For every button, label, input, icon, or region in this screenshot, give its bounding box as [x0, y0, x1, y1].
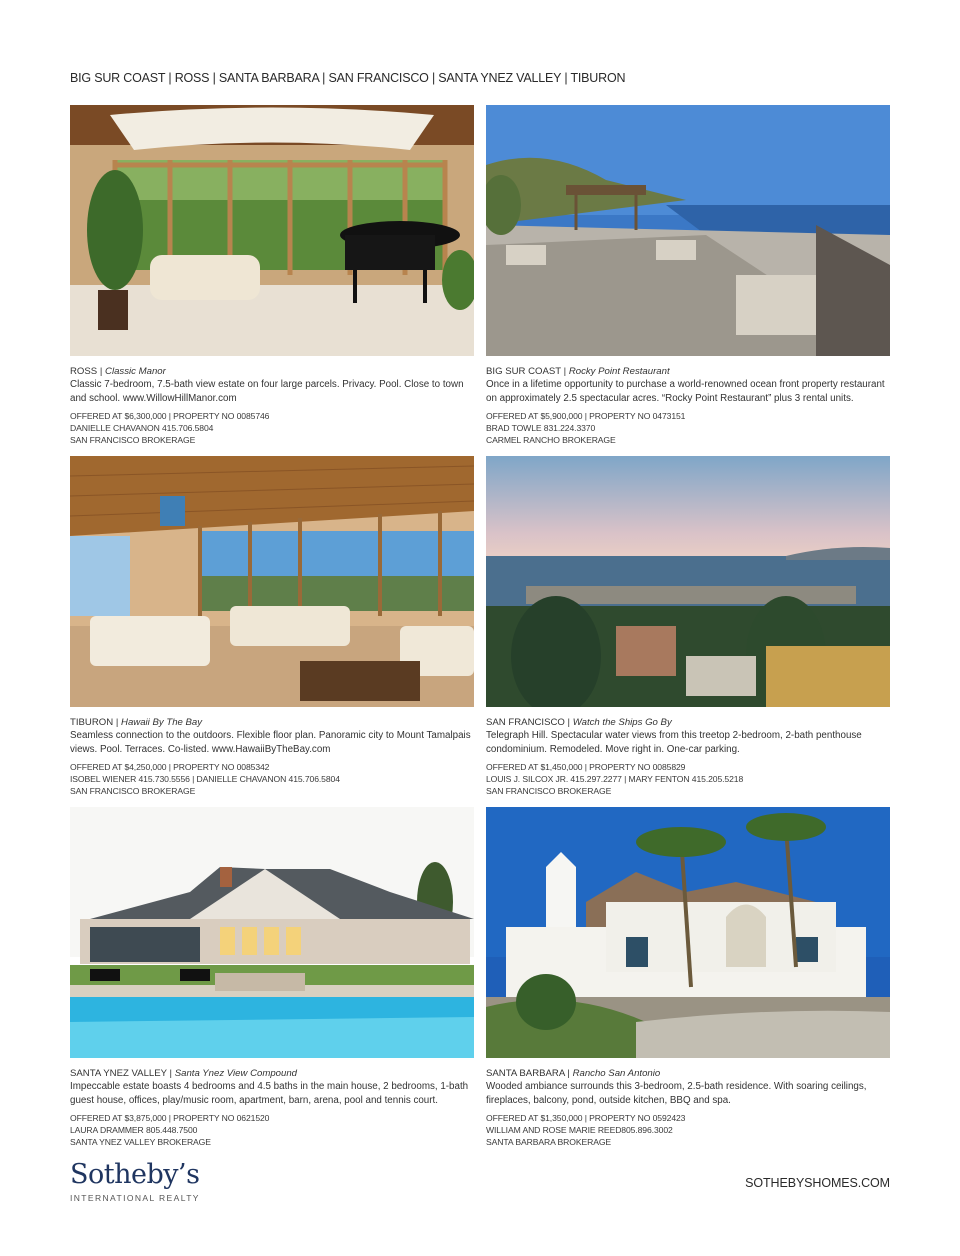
listing-card[interactable]	[486, 456, 890, 797]
listing-brokerage: SAN FRANCISCO BROKERAGE	[70, 786, 196, 796]
listing-agent: ISOBEL WIENER 415.730.5556 | DANIELLE CHAVANON 415.706.5804	[70, 774, 340, 784]
listing-description: Seamless connection to the outdoors. Flexible floor plan. Panoramic city to Mount Tamalpais views. Pool. Terraces. Co-listed. www.HawaiiByTheBay.com	[70, 730, 471, 755]
listing-location: SAN FRANCISCO |	[486, 717, 571, 728]
listing-name: Hawaii By The Bay	[121, 717, 203, 728]
listing-photo[interactable]	[486, 105, 890, 356]
listing-card[interactable]	[486, 807, 890, 1148]
bay-piers-view-icon	[486, 456, 890, 707]
listing-photo[interactable]	[70, 456, 474, 707]
listing-photo[interactable]	[70, 807, 474, 1058]
listing-location: BIG SUR COAST |	[486, 366, 567, 377]
listing-agent: LAURA DRAMMER 805.448.7500	[70, 1125, 198, 1135]
logo-wordmark: Sotheby’s	[70, 1159, 200, 1190]
listing-location: TIBURON |	[70, 717, 119, 728]
interior-piano-room-icon	[70, 105, 474, 356]
listing-agent: DANIELLE CHAVANON 415.706.5804	[70, 423, 214, 433]
listing-description: Classic 7-bedroom, 7.5-bath view estate on four large parcels. Privacy. Pool. Close to town and school. www.WillowHillManor.com	[70, 379, 464, 404]
listing-location: SANTA YNEZ VALLEY |	[70, 1068, 173, 1079]
listing-agent: WILLIAM AND ROSE MARIE REED805.896.3002	[486, 1125, 673, 1135]
listing-card[interactable]	[70, 807, 474, 1148]
listing-brokerage: CARMEL RANCHO BROKERAGE	[486, 435, 616, 445]
house-with-pool-icon	[70, 807, 474, 1058]
listing-name: Rocky Point Restaurant	[568, 366, 670, 377]
listing-name: Watch the Ships Go By	[572, 717, 672, 728]
listing-brokerage: SAN FRANCISCO BROKERAGE	[486, 786, 612, 796]
listing-offer: OFFERED AT $1,450,000 | PROPERTY NO 0085829	[486, 762, 686, 772]
listing-name: Classic Manor	[105, 366, 166, 377]
listing-card[interactable]	[70, 105, 474, 446]
listing-brokerage: SANTA YNEZ VALLEY BROKERAGE	[70, 1137, 211, 1147]
listing-description: Impeccable estate boasts 4 bedrooms and 4.5 baths in the main house, 2 bedrooms, 1-bath guest house, offices, play/music room, apartment, barn, arena, pool and tennis court.	[70, 1081, 469, 1106]
listing-photo[interactable]	[486, 807, 890, 1058]
listing-name: Rancho San Antonio	[572, 1068, 661, 1079]
listing-brokerage: SANTA BARBARA BROKERAGE	[486, 1137, 612, 1147]
listing-offer: OFFERED AT $1,350,000 | PROPERTY NO 0592423	[486, 1113, 686, 1123]
living-room-bay-view-icon	[70, 456, 474, 707]
spanish-villa-palms-icon	[486, 807, 890, 1058]
listing-offer: OFFERED AT $6,300,000 | PROPERTY NO 0085746	[70, 411, 270, 421]
listing-name: Santa Ynez View Compound	[174, 1068, 298, 1079]
listing-description: Wooded ambiance surrounds this 3-bedroom, 2.5-bath residence. With soaring ceilings, fireplaces, balcony, pond, outside kitchen, BBQ and spa.	[486, 1081, 867, 1106]
listing-location: SANTA BARBARA |	[486, 1068, 570, 1079]
listing-agent: LOUIS J. SILCOX JR. 415.297.2277 | MARY FENTON 415.205.5218	[486, 774, 744, 784]
listing-location: ROSS |	[70, 366, 103, 377]
website-link[interactable]: SOTHEBYSHOMES.COM	[745, 1176, 890, 1190]
sothebys-logo[interactable]	[70, 1160, 200, 1203]
listing-offer: OFFERED AT $5,900,000 | PROPERTY NO 0473151	[486, 411, 686, 421]
listing-card[interactable]	[70, 456, 474, 797]
listing-photo[interactable]	[70, 105, 474, 356]
listing-brokerage: SAN FRANCISCO BROKERAGE	[70, 435, 196, 445]
listing-description: Once in a lifetime opportunity to purchase a world-renowned ocean front property restaurant on approximately 2.5 spectacular acres. “Rocky Point Restaurant” plus 3 rental units.	[486, 379, 885, 404]
listing-description: Telegraph Hill. Spectacular water views from this treetop 2-bedroom, 2-bath penthouse condominium. Remodeled. Move right in. One-car parking.	[486, 730, 862, 755]
logo-subtitle: INTERNATIONAL REALTY	[70, 1193, 200, 1203]
listing-card[interactable]	[486, 105, 890, 446]
listing-offer: OFFERED AT $3,875,000 | PROPERTY NO 0621520	[70, 1113, 270, 1123]
listing-photo[interactable]	[486, 456, 890, 707]
listing-offer: OFFERED AT $4,250,000 | PROPERTY NO 0085342	[70, 762, 270, 772]
listing-agent: BRAD TOWLE 831.224.3370	[486, 423, 596, 433]
ocean-deck-icon	[486, 105, 890, 356]
locations-header: BIG SUR COAST | ROSS | SANTA BARBARA | SAN FRANCISCO | SANTA YNEZ VALLEY | TIBURON	[70, 71, 626, 85]
